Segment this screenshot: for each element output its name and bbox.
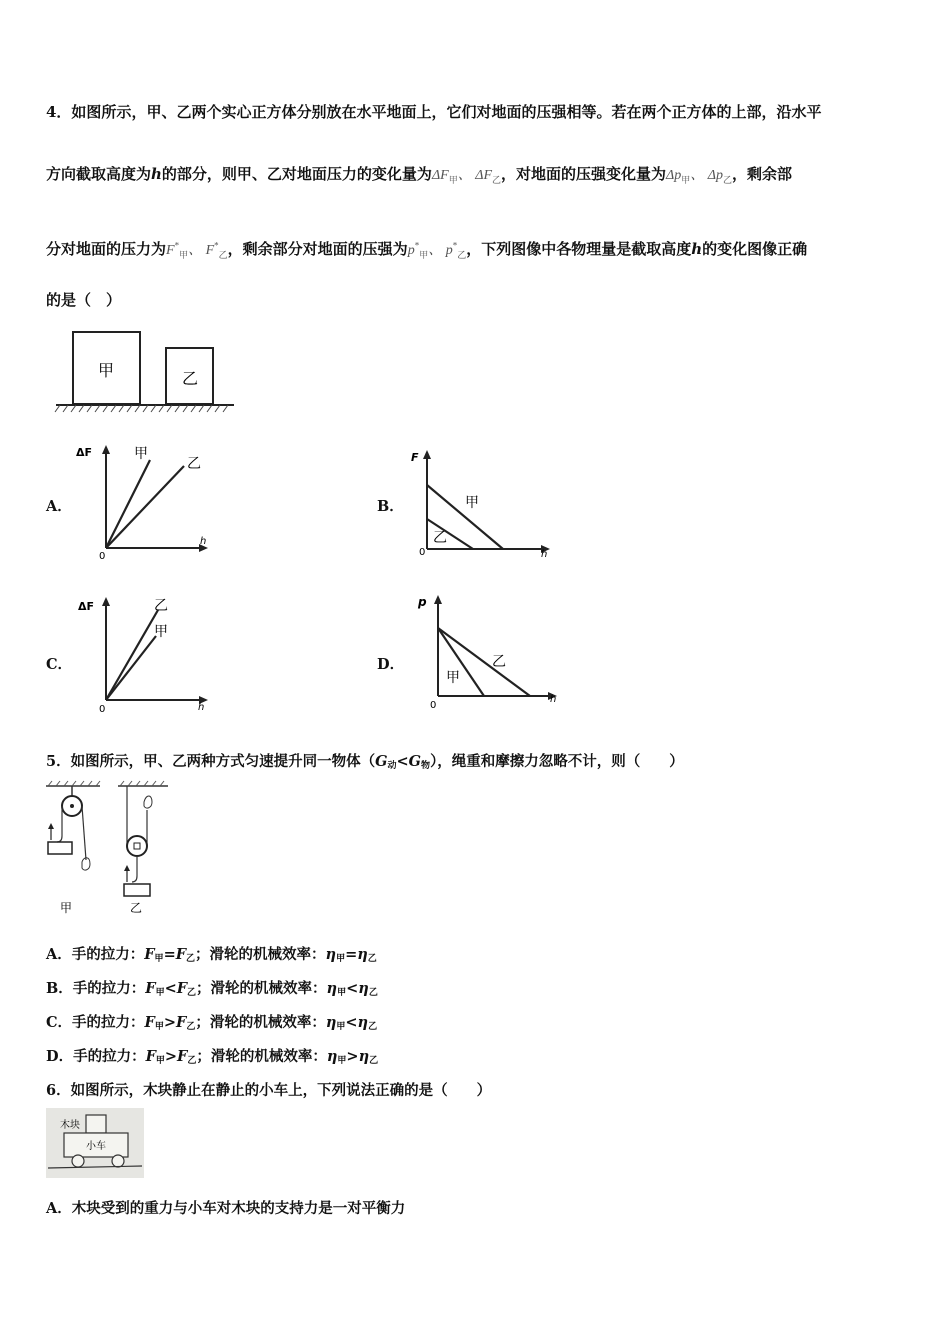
wood-block <box>86 1115 106 1133</box>
graph-d-label-yi: 乙 <box>492 654 506 670</box>
remaining-force-symbols: $F^*_甲$、 $F^*_乙$ <box>166 240 228 260</box>
q4-graph-c[interactable] <box>74 592 214 714</box>
graph-c-line-jia <box>106 636 156 700</box>
q5-option-c[interactable]: C．手的拉力：$F_甲>F_乙$；滑轮的机械效率：$\eta_甲<\eta_乙$ <box>46 1014 378 1032</box>
graph-c-label-yi: 乙 <box>154 598 168 614</box>
q4-graph-a[interactable] <box>74 440 214 560</box>
graph-a-label-yi: 乙 <box>187 456 201 472</box>
q5-fig-label-jia: 甲 <box>60 901 73 915</box>
delta-f-symbols: $\Delta F_甲$、 $\Delta F_乙$ <box>431 168 502 185</box>
q5-option-b[interactable]: B．手的拉力：$F_甲<F_乙$；滑轮的机械效率：$\eta_甲<\eta_乙$ <box>46 980 378 998</box>
q6-option-a[interactable]: A．木块受到的重力与小车对木块的支持力是一对平衡力 <box>46 1200 406 1217</box>
graph-a-ylabel: ΔF <box>76 446 93 459</box>
graph-a-line-jia <box>106 460 150 548</box>
q4-option-c-label[interactable]: C． <box>46 656 73 673</box>
q4-graph-d[interactable] <box>412 590 562 714</box>
wood-block-label: 木块 <box>60 1120 80 1131</box>
q6-cart-figure <box>46 1108 144 1178</box>
q4-line-4: 的是（ ） <box>46 291 122 309</box>
q5-pulley-figure <box>42 780 182 920</box>
q4-line-2: 方向截取高度为h的部分，则甲、乙对地面压力的变化量为$\Delta F_甲$、 $\Delta F_乙$，对地面的压强变化量为$\Delta p_甲$、 $\Delta p_乙$，剩余部 <box>46 165 793 185</box>
q5-fig-label-yi: 乙 <box>130 901 143 915</box>
q5-option-d[interactable]: D．手的拉力：$F_甲>F_乙$；滑轮的机械效率：$\eta_甲>\eta_乙$ <box>46 1048 379 1066</box>
graph-b-label-jia: 甲 <box>465 495 479 511</box>
graph-a-xlabel: h <box>200 536 207 547</box>
remaining-pressure-symbols: $p^*_甲$、 $p^*_乙$ <box>407 240 467 260</box>
graph-c-xlabel: h <box>198 702 205 713</box>
graph-a-label-jia: 甲 <box>134 446 148 462</box>
movable-pulley-yi <box>127 836 147 856</box>
cube-yi-label: 乙 <box>181 369 199 388</box>
graph-a-line-yi <box>106 466 184 548</box>
graph-c-origin: 0 <box>99 704 106 714</box>
graph-b-label-yi: 乙 <box>433 530 447 546</box>
graph-d-xlabel: h <box>550 694 557 705</box>
graph-b-origin: 0 <box>419 547 426 558</box>
q4-cubes-figure <box>52 328 244 418</box>
q4-line-3: 分对地面的压力为$F^*_甲$、 $F^*_乙$，剩余部分对地面的压强为$p^*_甲$、 $p^*_乙$，下列图像中各物理量是截取高度h的变化图像正确 <box>46 240 808 260</box>
graph-d-label-jia: 甲 <box>446 670 460 686</box>
q5-option-a[interactable]: A．手的拉力：$F_甲=F_乙$；滑轮的机械效率：$\eta_甲=\eta_乙$ <box>46 946 377 964</box>
graph-d-ylabel: p <box>418 595 427 609</box>
graph-b-xlabel: h <box>541 549 548 560</box>
graph-a-origin: 0 <box>99 551 106 560</box>
cube-jia-label: 甲 <box>97 361 115 380</box>
q5-stem: 5．如图所示，甲、乙两种方式匀速提升同一物体$(G_动<G_物)$，绳重和摩擦力忽略不计，则（ ） <box>46 753 684 771</box>
cart-label: 小车 <box>86 1141 106 1152</box>
q4-graph-b[interactable] <box>405 445 555 565</box>
graph-d-line-jia <box>438 628 484 696</box>
q4-option-a-label[interactable]: A． <box>46 498 72 515</box>
graph-c-line-yi <box>106 610 158 700</box>
graph-c-label-jia: 甲 <box>154 624 168 640</box>
q4-option-d-label[interactable]: D． <box>377 656 405 673</box>
delta-p-symbols: $\Delta p_甲$、 $\Delta p_乙$ <box>666 168 733 185</box>
graph-b-ylabel: F <box>411 451 419 464</box>
q6-stem: 6．如图所示，木块静止在静止的小车上，下列说法正确的是（ ） <box>46 1082 492 1099</box>
graph-c-ylabel: ΔF <box>78 600 95 613</box>
q4-line-1: 4．如图所示，甲、乙两个实心正方体分别放在水平地面上，它们对地面的压强相等。若在两个正方体的上部，沿水平 <box>46 103 822 121</box>
q4-option-b-label[interactable]: B． <box>377 498 404 515</box>
graph-d-origin: 0 <box>430 700 437 711</box>
